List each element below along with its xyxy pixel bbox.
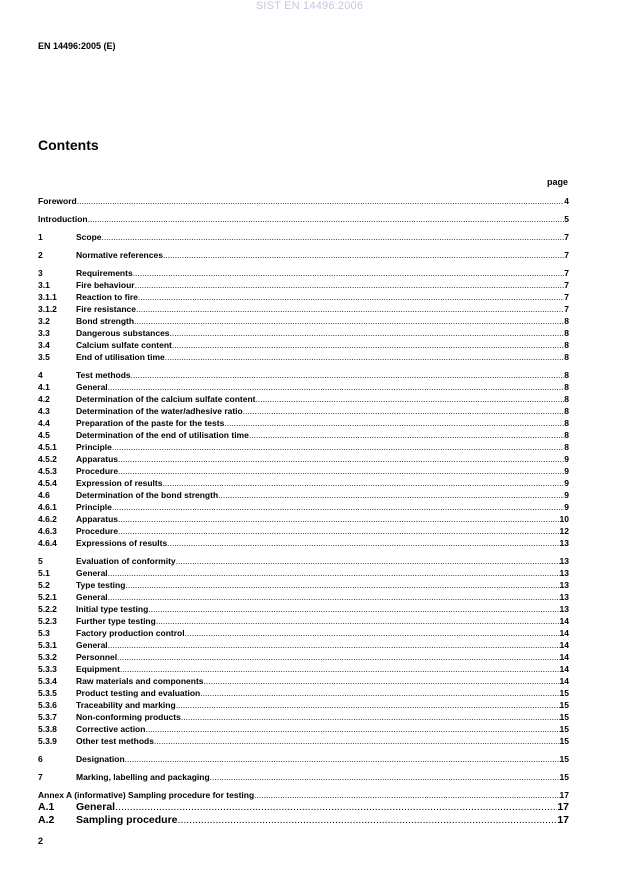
- toc-entry-page: 7: [564, 232, 569, 242]
- toc-entry[interactable]: [38, 753, 569, 765]
- toc-entry[interactable]: [38, 369, 569, 381]
- toc-entry[interactable]: [38, 615, 569, 627]
- toc-entry-number: 5: [38, 556, 43, 566]
- toc-entry-title: Marking, labelling and packaging: [76, 772, 210, 782]
- toc-entry-number: 5.2: [38, 580, 50, 590]
- toc-entry-number: 4.5: [38, 430, 50, 440]
- toc-entry-page: 15: [559, 712, 569, 722]
- toc-entry-page: 15: [559, 700, 569, 710]
- toc-entry-title: Personnel: [76, 652, 118, 662]
- toc-entry-number: 5.2.2: [38, 604, 57, 614]
- toc-entry-title: Non-conforming products: [76, 712, 181, 722]
- toc-entry-page: 17: [557, 814, 569, 826]
- dot-leader: [210, 771, 560, 783]
- dot-leader: [108, 639, 560, 651]
- toc-entry-title: Procedure: [76, 466, 119, 476]
- toc-entry-number: 4.3: [38, 406, 50, 416]
- toc-entry-title: Normative references: [76, 250, 163, 260]
- toc-entry-page: 8: [564, 328, 569, 338]
- toc-entry[interactable]: [38, 339, 569, 351]
- toc-entry-page: 14: [559, 664, 569, 674]
- dot-leader: [224, 417, 564, 429]
- toc-entry-page: 14: [559, 676, 569, 686]
- dot-leader: [120, 663, 560, 675]
- toc-entry[interactable]: [38, 453, 569, 465]
- toc-entry-page: 13: [559, 592, 569, 602]
- toc-entry-title: Apparatus: [76, 454, 119, 464]
- dot-leader: [108, 591, 560, 603]
- toc-entry-number: 5.2.3: [38, 616, 57, 626]
- toc-entry-title: Procedure: [76, 526, 119, 536]
- toc-entry[interactable]: [38, 351, 569, 363]
- toc-entry[interactable]: [38, 723, 569, 735]
- toc-entry-title: Determination of the bond strength: [76, 490, 219, 500]
- toc-entry-page: 14: [559, 652, 569, 662]
- page-column-label: page: [546, 177, 568, 187]
- toc-entry-number: 3: [38, 268, 43, 278]
- toc-entry[interactable]: [38, 801, 569, 814]
- toc-entry-page: 13: [559, 538, 569, 548]
- toc-entry[interactable]: [38, 267, 569, 279]
- toc-entry-page: 15: [559, 688, 569, 698]
- toc-entry-page: 7: [564, 250, 569, 260]
- toc-entry-number: Foreword: [38, 196, 77, 206]
- toc-entry-title: General: [76, 801, 116, 813]
- toc-entry-number: 4.6.2: [38, 514, 57, 524]
- toc-entry-number: 4.5.2: [38, 454, 57, 464]
- toc-entry[interactable]: [38, 711, 569, 723]
- toc-entry[interactable]: [38, 429, 569, 441]
- dot-leader: [118, 453, 564, 465]
- dot-leader: [131, 369, 565, 381]
- dot-leader: [118, 525, 559, 537]
- dot-leader: [165, 351, 564, 363]
- toc-entry-title: General: [76, 592, 108, 602]
- toc-entry-number: Introduction: [38, 214, 88, 224]
- dot-leader: [136, 303, 564, 315]
- toc-entry-page: 8: [564, 340, 569, 350]
- toc-entry[interactable]: [38, 663, 569, 675]
- toc-entry-page: 13: [559, 580, 569, 590]
- toc-entry-title: Initial type testing: [76, 604, 149, 614]
- toc-entry-page: 8: [564, 418, 569, 428]
- toc-entry[interactable]: [38, 603, 569, 615]
- dot-leader: [135, 279, 565, 291]
- toc-entry-number: 3.5: [38, 352, 50, 362]
- toc-entry-title: Expression of results: [76, 478, 163, 488]
- toc-entry-page: 8: [564, 382, 569, 392]
- toc-entry-title: Expressions of results: [76, 538, 168, 548]
- dot-leader: [125, 579, 559, 591]
- toc-entry-page: 4: [564, 196, 569, 206]
- toc-entry-page: 7: [564, 292, 569, 302]
- toc-entry-title: General: [76, 568, 108, 578]
- page-title: Contents: [38, 137, 99, 153]
- toc-entry-title: General: [76, 382, 108, 392]
- toc-entry-title: Determination of the calcium sulfate content: [76, 394, 256, 404]
- toc-entry-number: 4.5.1: [38, 442, 57, 452]
- toc-entry-title: Evaluation of conformity: [76, 556, 176, 566]
- toc-entry-page: 14: [559, 640, 569, 650]
- toc-entry-number: 3.4: [38, 340, 50, 350]
- toc-entry-number: A.1: [38, 801, 55, 813]
- toc-entry-number: 5.3.3: [38, 664, 57, 674]
- toc-entry-title: Traceability and marking: [76, 700, 176, 710]
- dot-leader: [118, 465, 564, 477]
- toc-entry-number: 4.4: [38, 418, 50, 428]
- toc-entry-number: 5.3.4: [38, 676, 57, 686]
- toc-entry-page: 13: [559, 568, 569, 578]
- toc-entry-title: Apparatus: [76, 514, 119, 524]
- dot-leader: [156, 615, 560, 627]
- toc-entry-page: 9: [564, 466, 569, 476]
- dot-leader: [108, 381, 565, 393]
- toc-entry[interactable]: [38, 555, 569, 567]
- toc-entry-title: Dangerous substances: [76, 328, 170, 338]
- toc-entry-page: 7: [564, 280, 569, 290]
- toc-entry-page: 8: [564, 370, 569, 380]
- toc-entry[interactable]: [38, 579, 569, 591]
- toc-entry-title: General: [76, 640, 108, 650]
- toc-entry[interactable]: [38, 417, 569, 429]
- toc-entry[interactable]: [38, 639, 569, 651]
- toc-entry-page: 12: [559, 526, 569, 536]
- toc-entry-number: 5.1: [38, 568, 50, 578]
- dot-leader: [172, 339, 564, 351]
- toc-entry-title: Designation: [76, 754, 125, 764]
- toc-entry-number: 5.3: [38, 628, 50, 638]
- toc-entry-number: 3.3: [38, 328, 50, 338]
- toc-entry[interactable]: [38, 381, 569, 393]
- toc-entry-number: 5.2.1: [38, 592, 57, 602]
- toc-entry-number: 3.2: [38, 316, 50, 326]
- toc-entry[interactable]: [38, 651, 569, 663]
- toc-entry-number: 7: [38, 772, 43, 782]
- toc-entry-number: A.2: [38, 814, 55, 826]
- dot-leader: [118, 513, 559, 525]
- toc-entry-page: 8: [564, 430, 569, 440]
- dot-leader: [176, 555, 560, 567]
- dot-leader: [154, 735, 560, 747]
- toc-entry[interactable]: [38, 393, 569, 405]
- toc-entry-page: 8: [564, 442, 569, 452]
- dot-leader: [145, 723, 559, 735]
- toc-entry-title: Determination of the end of utilisation time: [76, 430, 249, 440]
- toc-entry-title: Corrective action: [76, 724, 146, 734]
- dot-leader: [125, 753, 560, 765]
- toc-entry-page: 9: [564, 454, 569, 464]
- toc-entry[interactable]: [38, 525, 569, 537]
- toc-entry-page: 15: [559, 754, 569, 764]
- toc-entry[interactable]: [38, 627, 569, 639]
- toc-entry[interactable]: [38, 291, 569, 303]
- dot-leader: [88, 213, 565, 225]
- dot-leader: [115, 801, 557, 814]
- toc-entry-number: 3.1.1: [38, 292, 57, 302]
- dot-leader: [117, 651, 559, 663]
- toc-entry[interactable]: [38, 591, 569, 603]
- dot-leader: [243, 405, 565, 417]
- dot-leader: [185, 627, 560, 639]
- toc-entry-title: Scope: [76, 232, 102, 242]
- toc-entry-title: Fire resistance: [76, 304, 137, 314]
- toc-entry-number: 4.2: [38, 394, 50, 404]
- toc-entry-page: 8: [564, 352, 569, 362]
- toc-entry-number: 5.3.6: [38, 700, 57, 710]
- toc-entry-number: Annex A (informative) Sampling procedure for testing: [38, 790, 255, 800]
- toc-entry-title: End of utilisation time: [76, 352, 165, 362]
- watermark: SIST EN 14496:2006: [255, 0, 364, 12]
- toc-entry-title: Raw materials and components: [76, 676, 204, 686]
- dot-leader: [249, 429, 564, 441]
- dot-leader: [218, 489, 564, 501]
- toc-entry-title: Principle: [76, 442, 112, 452]
- document-id: EN 14496:2005 (E): [38, 41, 116, 51]
- dot-leader: [162, 477, 564, 489]
- toc-entry[interactable]: [38, 687, 569, 699]
- table-of-contents: [38, 195, 569, 827]
- toc-entry[interactable]: [38, 537, 569, 549]
- toc-entry-page: 7: [564, 304, 569, 314]
- toc-entry-title: Product testing and evaluation: [76, 688, 201, 698]
- toc-entry[interactable]: [38, 735, 569, 747]
- toc-entry-page: 14: [559, 616, 569, 626]
- dot-leader: [200, 687, 559, 699]
- toc-entry-number: 5.3.2: [38, 652, 57, 662]
- toc-entry[interactable]: [38, 489, 569, 501]
- toc-entry[interactable]: [38, 279, 569, 291]
- toc-entry-title: Preparation of the paste for the tests: [76, 418, 225, 428]
- toc-entry[interactable]: [38, 315, 569, 327]
- toc-entry[interactable]: [38, 699, 569, 711]
- toc-entry-title: Other test methods: [76, 736, 154, 746]
- dot-leader: [77, 195, 565, 207]
- toc-entry-title: Calcium sulfate content: [76, 340, 172, 350]
- toc-entry-title: Bond strength: [76, 316, 135, 326]
- toc-entry-page: 8: [564, 316, 569, 326]
- toc-entry-title: Reaction to fire: [76, 292, 138, 302]
- dot-leader: [254, 789, 559, 801]
- toc-entry[interactable]: [38, 465, 569, 477]
- toc-entry[interactable]: [38, 405, 569, 417]
- toc-entry-number: 3.1.2: [38, 304, 57, 314]
- toc-entry-title: Determination of the water/adhesive ratio: [76, 406, 243, 416]
- toc-entry-page: 8: [564, 406, 569, 416]
- toc-entry-title: Requirements: [76, 268, 133, 278]
- page-number: 2: [38, 836, 44, 846]
- toc-entry-title: Principle: [76, 502, 112, 512]
- toc-entry-number: 4.6.3: [38, 526, 57, 536]
- toc-entry-page: 10: [559, 514, 569, 524]
- toc-entry-page: 13: [559, 604, 569, 614]
- toc-entry-page: 9: [564, 490, 569, 500]
- dot-leader: [108, 567, 560, 579]
- toc-entry-number: 4.6: [38, 490, 50, 500]
- toc-entry-page: 15: [559, 724, 569, 734]
- toc-entry-number: 4.6.1: [38, 502, 57, 512]
- dot-leader: [112, 441, 564, 453]
- toc-entry-number: 5.3.8: [38, 724, 57, 734]
- toc-entry-page: 8: [564, 394, 569, 404]
- dot-leader: [181, 711, 560, 723]
- toc-entry-title: Equipment: [76, 664, 120, 674]
- toc-entry-number: 4.1: [38, 382, 50, 392]
- toc-entry[interactable]: [38, 441, 569, 453]
- dot-leader: [176, 699, 560, 711]
- toc-entry-title: Factory production control: [76, 628, 185, 638]
- toc-entry[interactable]: [38, 513, 569, 525]
- toc-entry-page: 9: [564, 502, 569, 512]
- toc-entry-title: Fire behaviour: [76, 280, 135, 290]
- dot-leader: [167, 537, 559, 549]
- toc-entry-page: 15: [559, 736, 569, 746]
- dot-leader: [163, 249, 564, 261]
- dot-leader: [148, 603, 559, 615]
- toc-entry[interactable]: [38, 249, 569, 261]
- dot-leader: [134, 315, 564, 327]
- toc-entry-page: 5: [564, 214, 569, 224]
- toc-entry[interactable]: [38, 501, 569, 513]
- toc-entry-page: 17: [557, 801, 569, 813]
- toc-entry[interactable]: [38, 327, 569, 339]
- toc-entry-page: 9: [564, 478, 569, 488]
- dot-leader: [178, 814, 558, 827]
- toc-entry-title: Type testing: [76, 580, 126, 590]
- toc-entry-number: 5.3.5: [38, 688, 57, 698]
- toc-entry-number: 4.6.4: [38, 538, 57, 548]
- dot-leader: [102, 231, 565, 243]
- toc-entry[interactable]: [38, 477, 569, 489]
- toc-entry-page: 15: [559, 772, 569, 782]
- toc-entry[interactable]: [38, 814, 569, 827]
- toc-entry[interactable]: [38, 789, 569, 801]
- toc-entry-page: 7: [564, 268, 569, 278]
- dot-leader: [170, 327, 565, 339]
- dot-leader: [133, 267, 565, 279]
- toc-entry-number: 1: [38, 232, 43, 242]
- toc-entry-page: 17: [559, 790, 569, 800]
- toc-entry[interactable]: [38, 213, 569, 225]
- dot-leader: [138, 291, 564, 303]
- toc-entry-title: Test methods: [76, 370, 131, 380]
- toc-entry[interactable]: [38, 231, 569, 243]
- toc-entry-number: 2: [38, 250, 43, 260]
- toc-entry[interactable]: [38, 675, 569, 687]
- toc-entry-number: 3.1: [38, 280, 50, 290]
- dot-leader: [112, 501, 564, 513]
- dot-leader: [255, 393, 564, 405]
- toc-entry[interactable]: [38, 771, 569, 783]
- toc-entry[interactable]: [38, 567, 569, 579]
- toc-entry-number: 4: [38, 370, 43, 380]
- toc-entry-page: 13: [559, 556, 569, 566]
- toc-entry-title: Sampling procedure: [76, 814, 178, 826]
- toc-entry[interactable]: [38, 195, 569, 207]
- toc-entry-number: 4.5.3: [38, 466, 57, 476]
- toc-entry-page: 14: [559, 628, 569, 638]
- toc-entry-number: 5.3.9: [38, 736, 57, 746]
- toc-entry-number: 5.3.1: [38, 640, 57, 650]
- dot-leader: [204, 675, 560, 687]
- toc-entry-title: Further type testing: [76, 616, 156, 626]
- toc-entry-number: 5.3.7: [38, 712, 57, 722]
- toc-entry-number: 4.5.4: [38, 478, 57, 488]
- toc-entry-number: 6: [38, 754, 43, 764]
- toc-entry[interactable]: [38, 303, 569, 315]
